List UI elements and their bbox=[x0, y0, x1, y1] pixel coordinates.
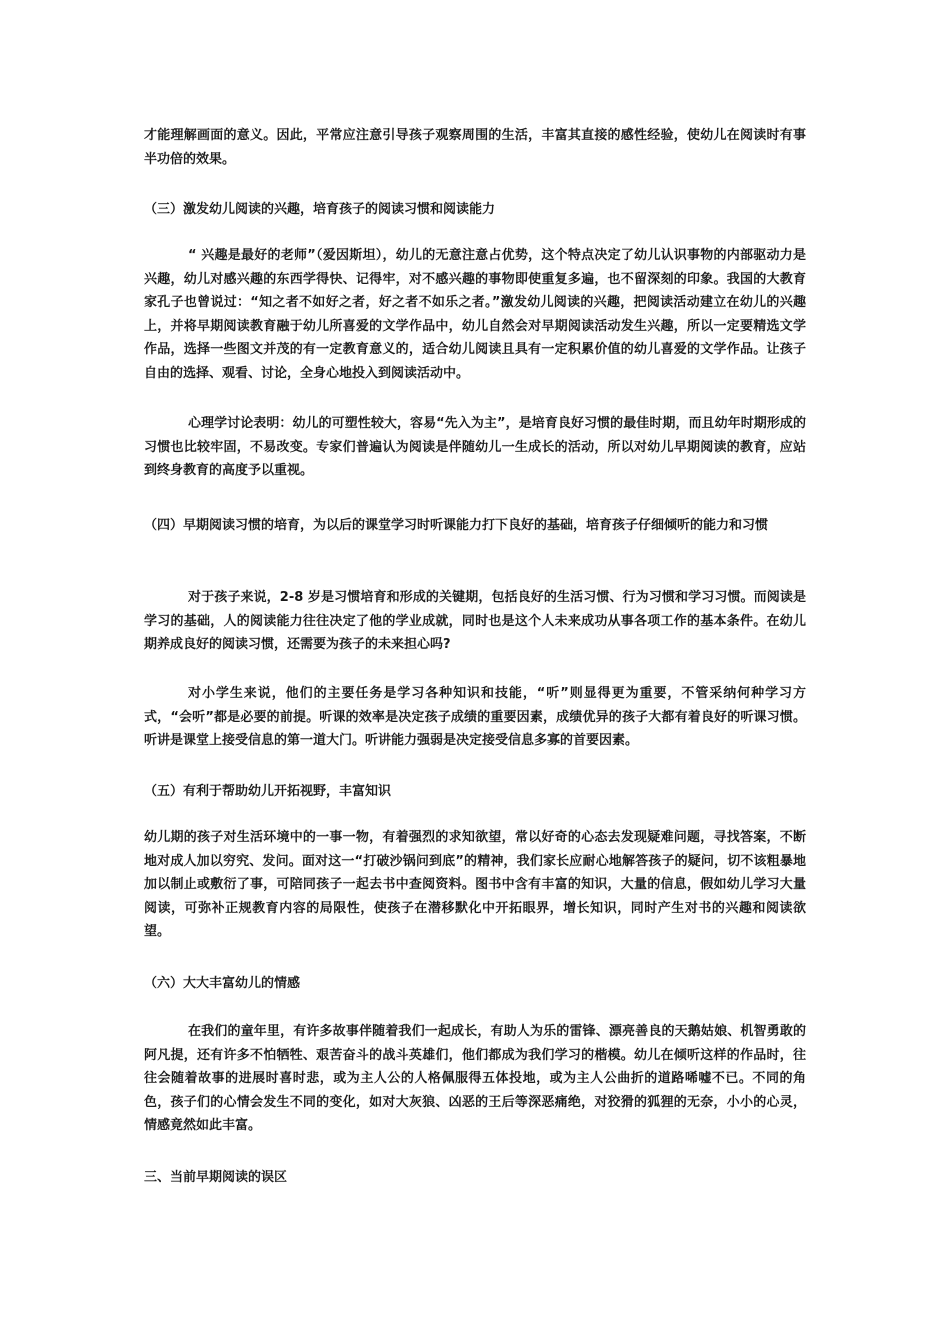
paragraph-knowledge: 幼儿期的孩子对生活环境中的一事一物，有着强烈的求知欲望，常以好奇的心态去发现疑难问题，寻找答案，不断地对成人加以穷究、发问。面对这一“打破沙锅问到底”的精神，我们家长应耐心地解答孩子的疑问，切不该粗暴地加以制止或敷衍了事，可陪同孩子一起去书中查阅资料。图书中含有丰富的知识，大量的信息，假如幼儿学习大量阅读，可弥补正规教育内容的局限性，使孩子在潜移默化中开拓眼界，增长知识，同时产生对书的兴趣和阅读欲望。 bbox=[144, 830, 806, 939]
paragraph-interest: “ 兴趣是最好的老师”（爱因斯坦），幼儿的无意注意占优势，这个特点决定了幼儿认识事物的内部驱动力是兴趣，幼儿对感兴趣的东西学得快、记得牢，对不感兴趣的事物即使重复多遍，也不留深刻的印象。我国的大教育家孔子也曾说过：“知之者不如好之者，好之者不如乐之者。”激发幼儿阅读的兴趣，把阅读活动建立在幼儿的兴趣上，并将早期阅读教育融于幼儿所喜爱的文学作品中，幼儿自然会对早期阅读活动发生兴趣，所以一定要精选文学作品，选择一些图文并茂的有一定教育意义的，适合幼儿阅读且具有一定积累价值的幼儿喜爱的文学作品。让孩子自由的选择、观看、讨论，全身心地投入到阅读活动中。 bbox=[144, 248, 806, 381]
paragraph-emotion: 在我们的童年里，有许多故事伴随着我们一起成长，有助人为乐的雷锋、漂亮善良的天鹅姑娘、机智勇敢的阿凡提，还有许多不怕牺牲、艰苦奋斗的战斗英雄们，他们都成为我们学习的楷模。幼儿在倾听这样的作品时，往往会随着故事的进展时喜时悲，或为主人公的人格佩服得五体投地，或为主人公曲折的道路唏嘘不已。不同的角色，孩子们的心情会发生不同的变化，如对大灰狼、凶恶的王后等深恶痛绝，对狡猾的狐狸的无奈，小小的心灵，情感竟然如此丰富。 bbox=[144, 1024, 806, 1133]
paragraph-continued: 才能理解画面的意义。因此，平常应注意引导孩子观察周围的生活，丰富其直接的感性经验，使幼儿在阅读时有事半功倍的效果。 bbox=[144, 128, 806, 167]
heading-section-5: （五）有利于帮助幼儿开拓视野，丰富知识 bbox=[144, 784, 392, 799]
heading-section-6: （六）大大丰富幼儿的情感 bbox=[144, 976, 301, 991]
paragraph-psychology: 心理学讨论表明：幼儿的可塑性较大，容易“先入为主”，是培育良好习惯的最佳时期，而且幼年时期形成的习惯也比较牢固，不易改变。专家们普遍认为阅读是伴随幼儿一生成长的活动，所以对幼儿早期阅读的教育，应站到终身教育的高度予以重视。 bbox=[144, 416, 806, 478]
paragraph-habits: 对于孩子来说，2-8 岁是习惯培育和形成的关键期，包括良好的生活习惯、行为习惯和学习习惯。而阅读是学习的基础，人的阅读能力往往决定了他的学业成就，同时也是这个人未来成功从事各项工作的基本条件。在幼儿期养成良好的阅读习惯，还需要为孩子的未来担心吗? bbox=[144, 590, 806, 652]
paragraph-listening: 对小学生来说，他们的主要任务是学习各种知识和技能，“听”则显得更为重要，不管采纳何种学习方式，“会听”都是必要的前提。听课的效率是决定孩子成绩的重要因素，成绩优异的孩子大都有着良好的听课习惯。听讲是课堂上接受信息的第一道大门。听讲能力强弱是决定接受信息多寡的首要因素。 bbox=[144, 686, 806, 748]
heading-section-3: （三）激发幼儿阅读的兴趣，培育孩子的阅读习惯和阅读能力 bbox=[144, 202, 496, 217]
heading-part-three: 三、当前早期阅读的误区 bbox=[144, 1170, 288, 1185]
heading-section-4: （四）早期阅读习惯的培育，为以后的课堂学习时听课能力打下良好的基础，培育孩子仔细倾听的能力和习惯 bbox=[144, 518, 769, 533]
